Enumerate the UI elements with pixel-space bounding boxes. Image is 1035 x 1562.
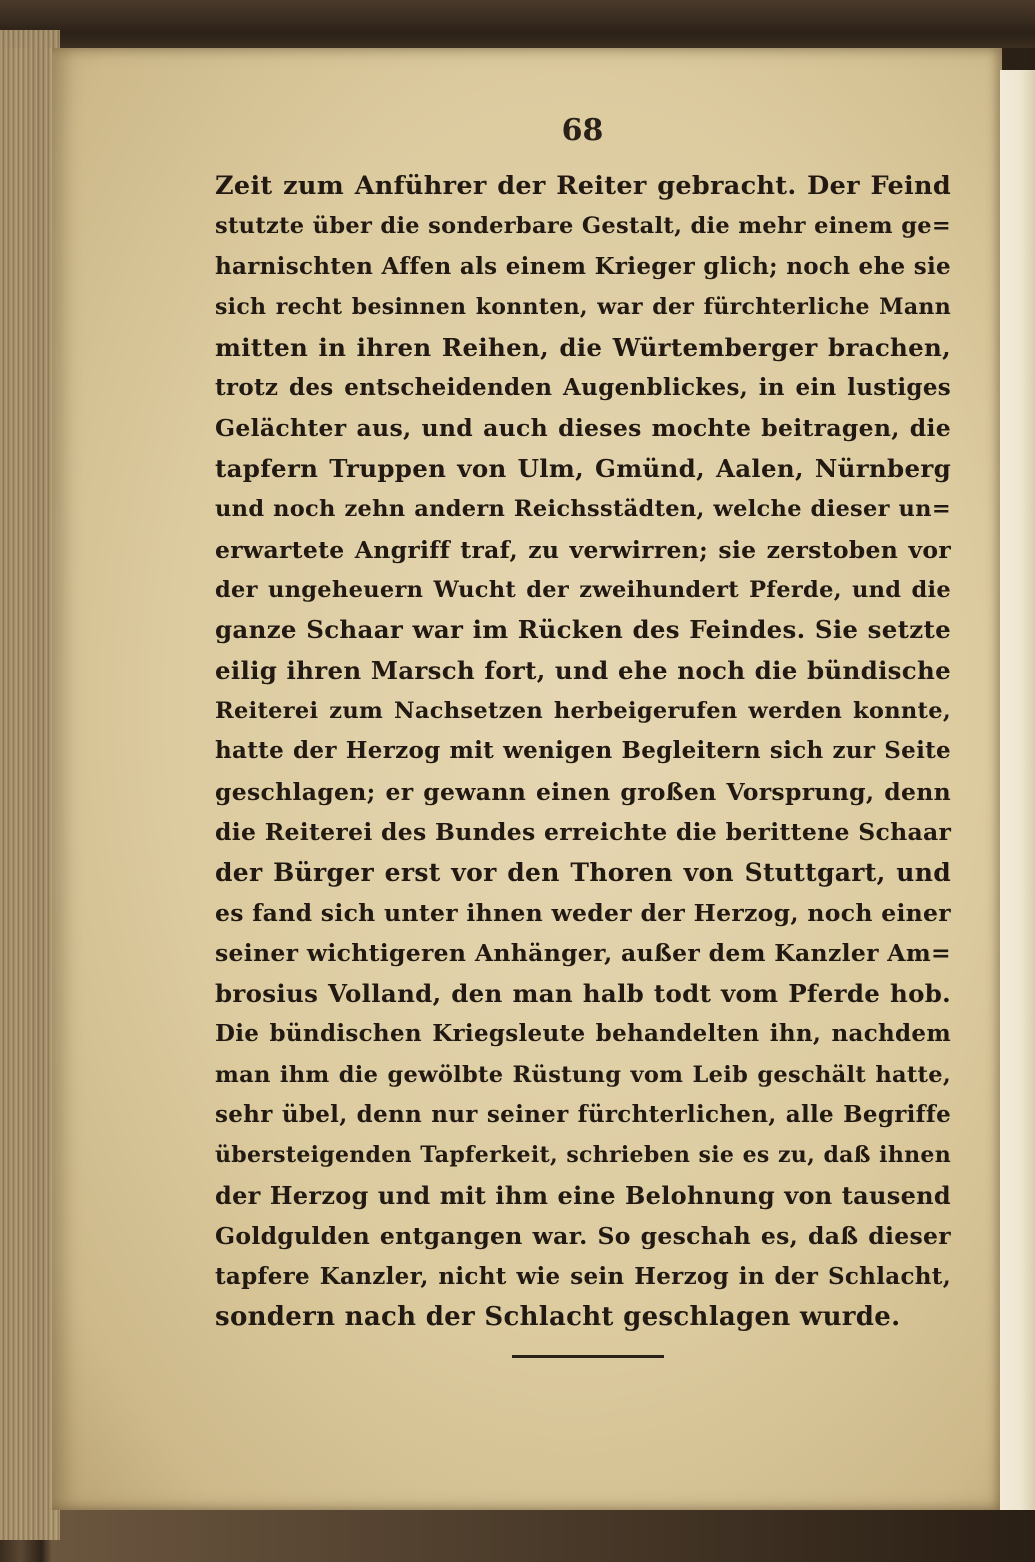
text-line: und noch zehn andern Reichsstädten, welche dieser un= xyxy=(215,496,951,523)
text-line: stutzte über die sonderbare Gestalt, die mehr einem ge= xyxy=(215,213,951,240)
page-number: 68 xyxy=(561,113,604,148)
text-line: sondern nach der Schlacht geschlagen wurde. xyxy=(215,1301,901,1332)
text-line: Die bündischen Kriegsleute behandelten ihn, nachdem xyxy=(215,1020,951,1048)
text-line: die Reiterei des Bundes erreichte die berittene Schaar xyxy=(215,818,952,847)
text-line: man ihm die gewölbte Rüstung vom Leib geschält hatte, xyxy=(215,1061,951,1088)
text-line: geschlagen; er gewann einen großen Vorsprung, denn xyxy=(215,777,951,806)
text-line: eilig ihren Marsch fort, und ehe noch die bündische xyxy=(215,655,951,685)
text-line: es fand sich unter ihnen weder der Herzog, noch einer xyxy=(215,899,951,928)
text-line: übersteigenden Tapferkeit, schrieben sie es zu, daß ihnen xyxy=(215,1142,951,1169)
text-line: der Bürger erst vor den Thoren von Stuttgart, und xyxy=(215,857,951,887)
text-line: mitten in ihren Reihen, die Würtemberger brachen, xyxy=(215,332,951,362)
book-cover-top xyxy=(0,0,1035,48)
text-line: der ungeheuern Wucht der zweihundert Pferde, und die xyxy=(215,576,951,603)
text-line: Zeit zum Anführer der Reiter gebracht. Der Feind xyxy=(215,171,951,201)
text-line: der Herzog und mit ihm eine Belohnung von tausend xyxy=(215,1180,951,1210)
page-text xyxy=(215,166,951,1337)
section-divider xyxy=(512,1355,664,1358)
text-line: brosius Volland, den man halb todt vom Pferde hob. xyxy=(215,978,951,1008)
text-line: Goldgulden entgangen war. So geschah es, daß dieser xyxy=(215,1222,951,1251)
facing-page-edge xyxy=(1000,70,1035,1510)
page-stack-edge xyxy=(0,30,60,1540)
text-line: sich recht besinnen konnten, war der fürchterliche Mann xyxy=(215,294,951,321)
text-line: ganze Schaar war im Rücken des Feindes. Sie setzte xyxy=(215,615,951,645)
text-line: Gelächter aus, und auch dieses mochte beitragen, die xyxy=(215,414,951,443)
text-line: sehr übel, denn nur seiner fürchterlichen, alle Begriffe xyxy=(215,1100,951,1128)
text-line: seiner wichtigeren Anhänger, außer dem Kanzler Am= xyxy=(215,939,951,968)
text-line: Reiterei zum Nachsetzen herbeigerufen werden konnte, xyxy=(215,698,951,725)
text-line: harnischten Affen als einem Krieger glich; noch ehe sie xyxy=(215,252,951,280)
text-line: erwartete Angriff traf, zu verwirren; sie zerstoben vor xyxy=(215,535,951,564)
text-line: tapfern Truppen von Ulm, Gmünd, Aalen, Nürnberg xyxy=(215,453,951,483)
text-line: hatte der Herzog mit wenigen Begleitern sich zur Seite xyxy=(215,737,951,765)
text-line: trotz des entscheidenden Augenblickes, in ein lustiges xyxy=(215,373,951,401)
text-line: tapfere Kanzler, nicht wie sein Herzog in der Schlacht, xyxy=(215,1262,951,1290)
